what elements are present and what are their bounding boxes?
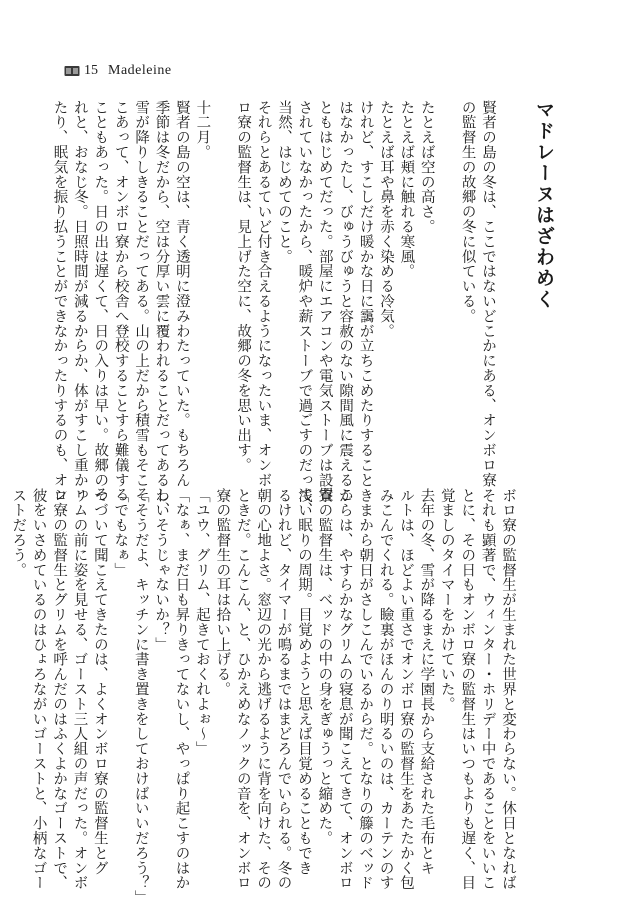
text-line: たとえば耳や鼻を赤く染める冷気。 xyxy=(377,100,394,339)
text-line: からは、やすらかなグリムの寝息が聞こえてきて、オンボロ xyxy=(336,488,353,891)
text-line: 寮の監督生は、ベッドの中の身をぎゅうっと縮めた。 xyxy=(316,488,333,846)
text-line: 季節は冬だから、空は分厚い雲に覆われることだってあるし、 xyxy=(153,100,170,518)
text-line: ともはじめてだった。部屋にエアコンや電気ストーブは設置 xyxy=(316,100,333,503)
text-line: きまから朝日がさしこんでいるからだ。となりの籐のベッド xyxy=(357,488,374,891)
text-line: ルトは、ほどよい重さでオンボロ寮の監督生をあたたかく包 xyxy=(397,488,414,891)
text-line: ロ寮の監督生は、見上げた空に、故郷の冬を思い出す。 xyxy=(235,100,252,473)
text-line: 「そうだよ、キッチンに書き置きをしておけばいいだろう？」 xyxy=(132,488,149,905)
page-number: 15 xyxy=(84,63,98,78)
text-line: こともあった。日の出は遅くて、日の入りは早い。故郷のそ xyxy=(92,100,109,503)
chapter-title: マドレーヌはざわめく xyxy=(533,100,555,310)
text-line: 雪が降りしきることだってある。山の上だから積雪もそこそ xyxy=(133,100,150,503)
text-line: たり、眠気を振り払うことができなかったりするのも、オン xyxy=(51,100,68,503)
text-line: 朝の心地よさ。窓辺の光から逃げるように背を向けた、その xyxy=(255,488,272,891)
book-icon xyxy=(64,65,80,77)
text-line: たとえば空の高さ。 xyxy=(418,100,435,235)
text-line: の監督生の故郷の冬に似ている。 xyxy=(459,100,476,324)
text-line: つづいて聞こえてきたのは、よくオンボロ寮の監督生とグ xyxy=(91,488,108,876)
text-line: 賢者の島の空は、青く透明に澄みわたっていた。もちろん xyxy=(173,100,190,488)
text-line xyxy=(437,100,457,470)
text-line: わいそうじゃないか？」 xyxy=(153,488,170,652)
text-line: 覚ましのタイマーをかけていた。 xyxy=(438,488,455,712)
text-line: ボロ寮の監督生が生まれた世界と変わらない。休日となれば xyxy=(500,488,516,891)
text-line: 賢者の島の冬は、ここではないどこかにある、オンボロ寮 xyxy=(480,100,496,488)
text-line: 「でもなぁ」 xyxy=(112,488,129,578)
text-line: たとえば頬に触れる寒風。 xyxy=(398,100,415,279)
text-line: されていなかったから、暖炉や薪ストーブで過ごすのだって、 xyxy=(296,100,313,518)
text-line: 十二月。 xyxy=(194,100,211,160)
text-line: るけれど、タイマーが鳴るまではまどろんでいられる。冬の xyxy=(275,488,292,891)
text-line: みこんでくれる。瞼裏がほんのり明るいのは、カーテンのす xyxy=(377,488,394,891)
text-line: 「ユウ、グリム、起きておくれよぉ〜」 xyxy=(193,488,210,757)
text-line: こあって、オンボロ寮から校舎へ登校することすら難儀する xyxy=(112,100,129,503)
text-line: 寮の監督生の耳は拾い上げる。 xyxy=(214,488,231,697)
text-line: ロ寮の監督生とグリムを呼んだのはふくよかなゴーストで、 xyxy=(51,488,68,891)
text-line: 浅い眠りの周期。目覚めようと思えば目覚めることもでき xyxy=(295,488,312,876)
text-line: とに、その日もオンボロ寮の監督生はいつもよりも遅く、目 xyxy=(459,488,476,891)
text-line: 当然、はじめてのこと。 xyxy=(275,100,292,264)
text-line: ときだ。こんこん、と、ひかえめなノックの音を、オンボロ xyxy=(234,488,251,891)
text-line: 「なぁ、まだ日も昇りきってないし、やっぱり起こすのはか xyxy=(173,488,190,891)
text-line: 去年の冬、雪が降るまえに学園長から支給された毛布とキ xyxy=(418,488,435,876)
running-header xyxy=(64,61,172,81)
running-title: Madeleine xyxy=(108,63,172,78)
text-line: それも顕著で、ウィンター・ホリデー中であることをいいこ xyxy=(479,488,496,891)
text-line: れと、おなじ冬。日照時間が減るからか、体がすこし重かっ xyxy=(71,100,88,503)
text-line: リムの前に姿を見せる、ゴースト三人組の声だった。オンボ xyxy=(71,488,88,891)
text-line: ストだろう。 xyxy=(10,488,27,578)
text-line: けれど、すこしだけ暖かな日に靄が立ちこめたりすること xyxy=(357,100,374,488)
bottom-text-block xyxy=(10,488,518,905)
text-line xyxy=(212,100,232,470)
top-text-block xyxy=(51,100,498,518)
text-line: はなかったし、びゅうびゅうと容赦のない隙間風に震えるこ xyxy=(337,100,354,503)
text-line: 彼をいさめているのはひょろながいゴーストと、小柄なゴー xyxy=(30,488,47,891)
text-line: それらとあるていど付き合えるようになったいま、オンボ xyxy=(255,100,272,488)
